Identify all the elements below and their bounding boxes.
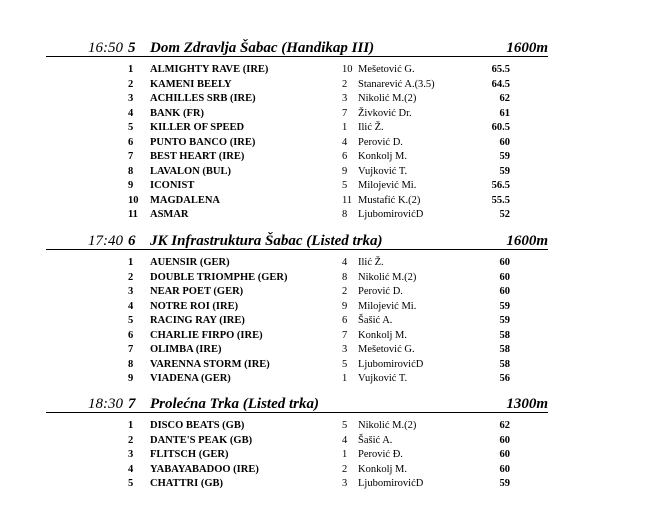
horse-name: BEST HEART (IRE) xyxy=(150,151,245,162)
entry-position: 10 xyxy=(128,194,139,206)
entry-position: 4 xyxy=(128,107,134,119)
entry-row xyxy=(0,286,660,301)
weight-value: 61 xyxy=(499,107,510,119)
weight-value: 59 xyxy=(499,151,510,162)
draw-number: 1 xyxy=(342,449,348,460)
header-divider xyxy=(46,412,548,413)
race-name: JK Infrastruktura Šabac (Listed trka) xyxy=(150,233,383,249)
weight-value: 60 xyxy=(499,286,510,297)
draw-number: 10 xyxy=(342,64,353,75)
jockey-name: Mustafić K.(2) xyxy=(358,194,421,206)
weight-value: 56 xyxy=(499,373,510,384)
header-divider xyxy=(46,56,548,57)
entry-list xyxy=(0,420,660,493)
draw-number: 9 xyxy=(342,165,348,177)
draw-number: 5 xyxy=(342,358,348,370)
draw-number: 2 xyxy=(342,286,348,297)
entry-position: 5 xyxy=(128,315,134,326)
horse-name: KILLER OF SPEED xyxy=(150,122,245,133)
draw-number: 1 xyxy=(342,122,348,133)
jockey-name: Ilić Ž. xyxy=(358,122,384,133)
entry-row xyxy=(0,272,660,287)
entry-row xyxy=(0,166,660,181)
draw-number: 4 xyxy=(342,257,348,268)
jockey-name: Konkolj M. xyxy=(358,151,408,162)
weight-value: 58 xyxy=(499,344,510,355)
horse-name: KAMENI BEELY xyxy=(150,78,232,90)
weight-value: 60 xyxy=(499,271,510,283)
weight-value: 60 xyxy=(499,434,510,446)
weight-value: 56.5 xyxy=(491,180,510,191)
horse-name: LAVALON (BUL) xyxy=(150,165,232,177)
horse-name: ACHILLES SRB (IRE) xyxy=(150,93,256,104)
jockey-name: Mešetović G. xyxy=(358,344,415,355)
draw-number: 8 xyxy=(342,209,348,220)
entry-position: 2 xyxy=(128,78,134,90)
race-number: 5 xyxy=(128,40,136,56)
race-distance: 1600m xyxy=(506,233,548,249)
race-header xyxy=(0,40,660,58)
race-number: 7 xyxy=(128,396,136,412)
entry-position: 3 xyxy=(128,93,134,104)
entry-row xyxy=(0,315,660,330)
jockey-name: Konkolj M. xyxy=(358,329,408,341)
jockey-name: Vujković T. xyxy=(358,165,408,177)
entry-position: 3 xyxy=(128,286,134,297)
horse-name: CHATTRI (GB) xyxy=(150,478,224,489)
entry-position: 11 xyxy=(128,209,138,220)
horse-name: DOUBLE TRIOMPHE (GER) xyxy=(150,271,288,283)
horse-name: FLITSCH (GER) xyxy=(150,449,229,460)
draw-number: 9 xyxy=(342,300,348,312)
race-header xyxy=(0,233,660,251)
jockey-name: Milojević Mi. xyxy=(358,300,417,312)
entry-row xyxy=(0,344,660,359)
jockey-name: Živković Dr. xyxy=(358,107,412,119)
horse-name: RACING RAY (IRE) xyxy=(150,315,245,326)
entry-position: 1 xyxy=(128,257,134,268)
horse-name: MAGDALENA xyxy=(150,194,220,206)
race-time: 18:30 xyxy=(88,396,123,412)
weight-value: 60.5 xyxy=(491,122,510,133)
jockey-name: Konkolj M. xyxy=(358,463,408,475)
horse-name: AUENSIR (GER) xyxy=(150,257,230,268)
entry-row xyxy=(0,122,660,137)
weight-value: 62 xyxy=(499,93,510,104)
jockey-name: LjubomirovićD xyxy=(358,478,424,489)
horse-name: ICONIST xyxy=(150,180,195,191)
entry-position: 3 xyxy=(128,449,134,460)
draw-number: 6 xyxy=(342,315,348,326)
horse-name: PUNTO BANCO (IRE) xyxy=(150,136,256,148)
horse-name: DANTE'S PEAK (GB) xyxy=(150,434,253,446)
entry-row xyxy=(0,449,660,464)
jockey-name: Perović D. xyxy=(358,136,403,148)
entry-row xyxy=(0,301,660,316)
entry-row xyxy=(0,195,660,210)
entry-position: 4 xyxy=(128,463,134,475)
draw-number: 7 xyxy=(342,107,348,119)
entry-list xyxy=(0,64,660,224)
entry-row xyxy=(0,108,660,123)
draw-number: 7 xyxy=(342,329,348,341)
horse-name: OLIMBA (IRE) xyxy=(150,344,222,355)
entry-row xyxy=(0,478,660,493)
draw-number: 2 xyxy=(342,463,348,475)
jockey-name: LjubomirovićD xyxy=(358,358,424,370)
jockey-name: Perović Đ. xyxy=(358,449,403,460)
weight-value: 59 xyxy=(499,315,510,326)
entry-list xyxy=(0,257,660,388)
jockey-name: Ilić Ž. xyxy=(358,257,384,268)
horse-name: YABAYABADOO (IRE) xyxy=(150,463,259,475)
weight-value: 58 xyxy=(499,358,510,370)
weight-value: 62 xyxy=(499,420,510,431)
race-number: 6 xyxy=(128,233,136,249)
horse-name: DISCO BEATS (GB) xyxy=(150,420,245,431)
entry-position: 2 xyxy=(128,271,134,283)
entry-row xyxy=(0,359,660,374)
draw-number: 4 xyxy=(342,434,348,446)
jockey-name: Nikolić M.(2) xyxy=(358,93,417,104)
race-time: 16:50 xyxy=(88,40,123,56)
draw-number: 5 xyxy=(342,180,348,191)
weight-value: 60 xyxy=(499,463,510,475)
jockey-name: Šašić A. xyxy=(358,434,393,446)
weight-value: 52 xyxy=(499,209,510,220)
race-name: Dom Zdravlja Šabac (Handikap III) xyxy=(150,40,375,56)
entry-row xyxy=(0,420,660,435)
entry-row xyxy=(0,209,660,224)
entry-row xyxy=(0,435,660,450)
draw-number: 2 xyxy=(342,78,348,90)
jockey-name: Milojević Mi. xyxy=(358,180,417,191)
draw-number: 3 xyxy=(342,478,348,489)
jockey-name: Šašić A. xyxy=(358,315,393,326)
draw-number: 6 xyxy=(342,151,348,162)
horse-name: VIADENA (GER) xyxy=(150,373,231,384)
entry-position: 6 xyxy=(128,136,134,148)
entry-row xyxy=(0,330,660,345)
race-distance: 1600m xyxy=(506,40,548,56)
draw-number: 5 xyxy=(342,420,348,431)
weight-value: 65.5 xyxy=(491,64,510,75)
entry-row xyxy=(0,93,660,108)
draw-number: 1 xyxy=(342,373,348,384)
entry-row xyxy=(0,137,660,152)
entry-row xyxy=(0,257,660,272)
entry-position: 2 xyxy=(128,434,134,446)
horse-name: CHARLIE FIRPO (IRE) xyxy=(150,329,263,341)
weight-value: 60 xyxy=(499,136,510,148)
race-section xyxy=(0,233,660,388)
draw-number: 3 xyxy=(342,344,348,355)
entry-position: 8 xyxy=(128,358,134,370)
entry-position: 7 xyxy=(128,344,134,355)
entry-row xyxy=(0,64,660,79)
weight-value: 60 xyxy=(499,449,510,460)
entry-position: 4 xyxy=(128,300,134,312)
horse-name: ALMIGHTY RAVE (IRE) xyxy=(150,64,269,75)
entry-position: 1 xyxy=(128,64,134,75)
draw-number: 11 xyxy=(342,194,353,206)
jockey-name: Nikolić M.(2) xyxy=(358,271,417,283)
weight-value: 59 xyxy=(499,300,510,312)
entry-row xyxy=(0,151,660,166)
weight-value: 60 xyxy=(499,257,510,268)
entry-row xyxy=(0,464,660,479)
entry-position: 1 xyxy=(128,420,134,431)
race-distance: 1300m xyxy=(506,396,548,412)
race-header xyxy=(0,396,660,414)
weight-value: 55.5 xyxy=(491,194,510,206)
entry-row xyxy=(0,79,660,94)
horse-name: ASMAR xyxy=(150,209,189,220)
entry-position: 9 xyxy=(128,180,134,191)
race-section xyxy=(0,396,660,493)
horse-name: NOTRE ROI (IRE) xyxy=(150,300,239,312)
jockey-name: Nikolić M.(2) xyxy=(358,420,417,431)
jockey-name: LjubomirovićD xyxy=(358,209,424,220)
entry-position: 5 xyxy=(128,122,134,133)
race-section xyxy=(0,40,660,224)
entry-position: 8 xyxy=(128,165,134,177)
header-divider xyxy=(46,249,548,250)
weight-value: 59 xyxy=(499,478,510,489)
draw-number: 4 xyxy=(342,136,348,148)
entry-position: 5 xyxy=(128,478,134,489)
draw-number: 8 xyxy=(342,271,348,283)
entry-position: 9 xyxy=(128,373,134,384)
race-name: Prolećna Trka (Listed trka) xyxy=(150,396,320,412)
horse-name: VARENNA STORM (IRE) xyxy=(150,358,270,370)
draw-number: 3 xyxy=(342,93,348,104)
entry-position: 7 xyxy=(128,151,134,162)
entry-row xyxy=(0,373,660,388)
jockey-name: Perović D. xyxy=(358,286,403,297)
jockey-name: Vujković T. xyxy=(358,373,408,384)
race-time: 17:40 xyxy=(88,233,123,249)
horse-name: NEAR POET (GER) xyxy=(150,286,244,297)
horse-name: BANK (FR) xyxy=(150,107,204,119)
weight-value: 58 xyxy=(499,329,510,341)
jockey-name: Stanarević A.(3.5) xyxy=(358,78,435,90)
entry-row xyxy=(0,180,660,195)
weight-value: 64.5 xyxy=(491,78,510,90)
weight-value: 59 xyxy=(499,165,510,177)
entry-position: 6 xyxy=(128,329,134,341)
jockey-name: Mešetović G. xyxy=(358,64,415,75)
